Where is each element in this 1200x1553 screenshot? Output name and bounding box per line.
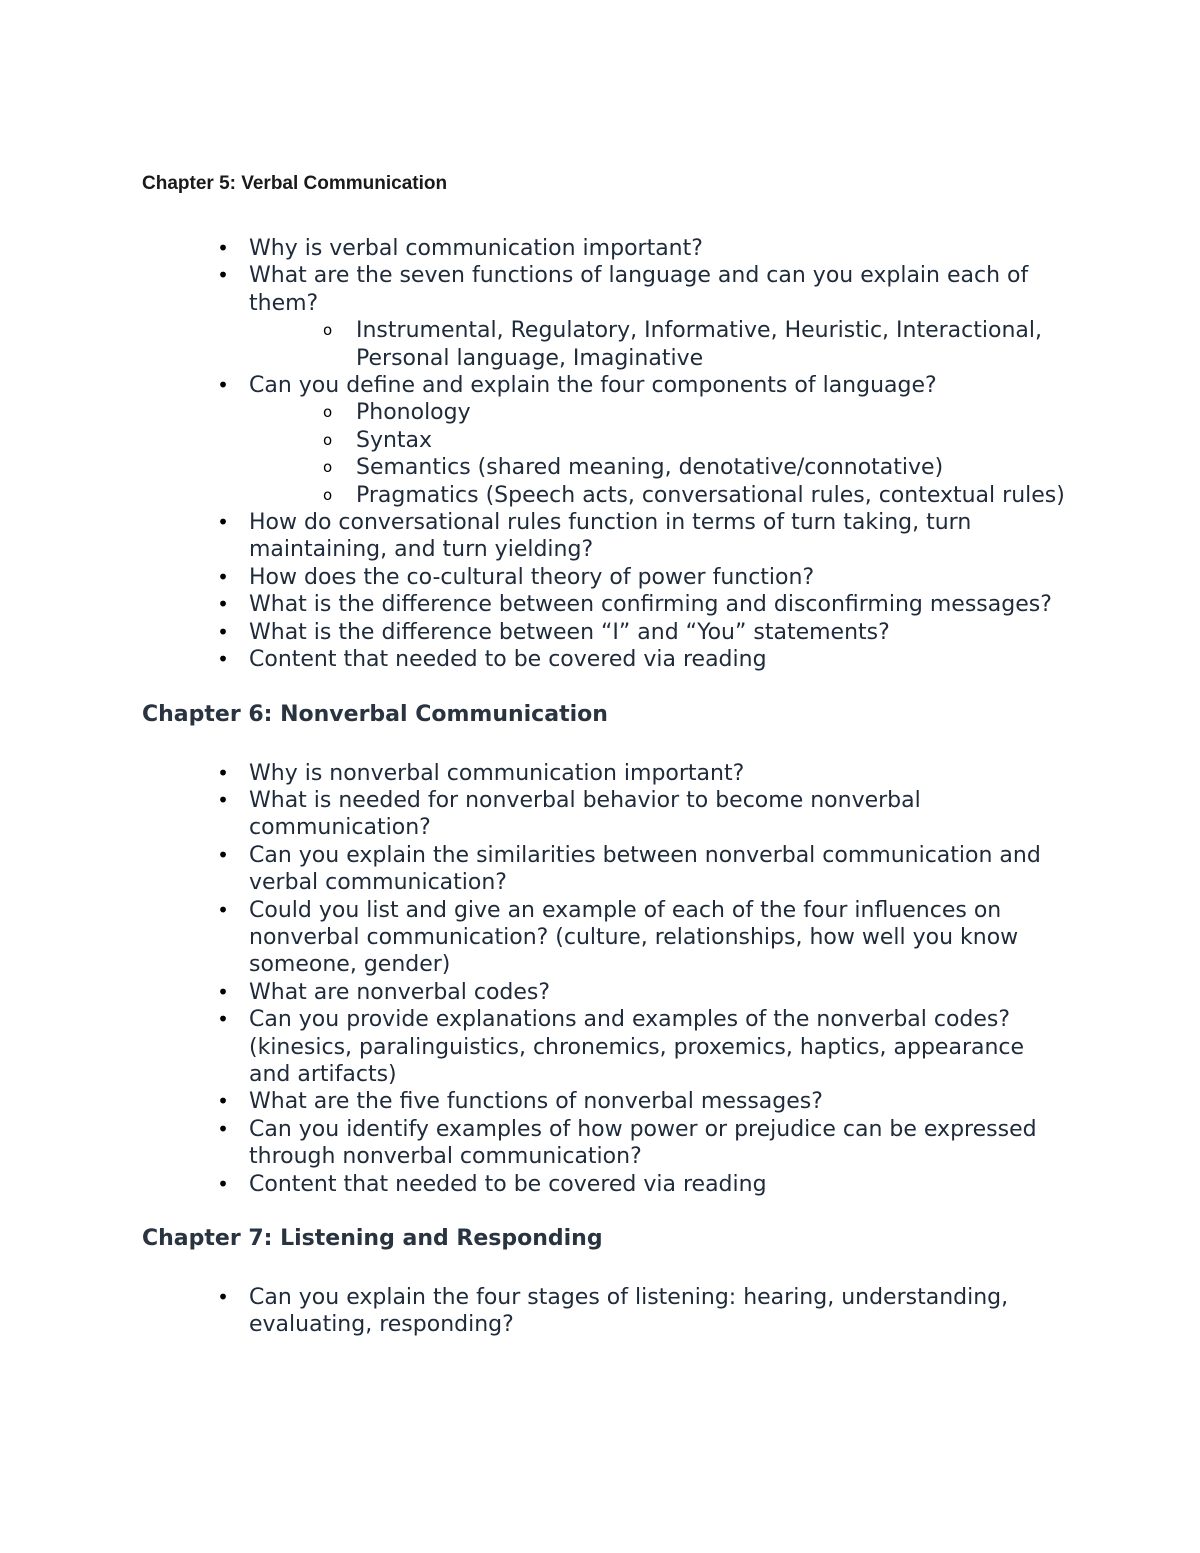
sub-list-item: o Semantics (shared meaning, denotative/connotative)	[323, 455, 944, 481]
bullet-icon: •	[217, 897, 229, 922]
chapter-7-heading: Chapter 7: Listening and Responding	[142, 1226, 603, 1251]
list-item: • Why is nonverbal communication important?	[217, 760, 745, 786]
bullet-icon: •	[217, 619, 229, 644]
list-item: • Can you define and explain the four components of language?	[217, 373, 937, 399]
bullet-icon: •	[217, 760, 229, 785]
sub-bullet-icon: o	[323, 403, 333, 422]
list-item: • How do conversational rules function in terms of turn taking, turn maintaining, and turn yielding?	[217, 510, 972, 563]
chapter-7-list	[142, 1284, 1072, 1339]
list-item: • Content that needed to be covered via reading	[217, 647, 767, 673]
sub-bullet-icon: o	[323, 485, 333, 504]
list-item: • Can you explain the four stages of listening: hearing, understanding, evaluating, responding?	[217, 1285, 1009, 1338]
bullet-icon: •	[217, 510, 229, 535]
bullet-icon: •	[217, 647, 229, 672]
list-item: • What is the difference between confirming and disconfirming messages?	[217, 592, 1052, 618]
sub-list-item: o Pragmatics (Speech acts, conversational rules, contextual rules)	[323, 482, 1065, 508]
bullet-icon: •	[217, 564, 229, 589]
document-content	[142, 171, 1072, 1339]
sub-bullet-icon: o	[323, 430, 333, 449]
sub-bullet-icon: o	[323, 458, 333, 477]
chapter-5-sublist-functions	[249, 317, 1072, 372]
bullet-icon: •	[217, 1171, 229, 1196]
bullet-icon: •	[217, 263, 229, 288]
chapter-6-list	[142, 760, 1072, 1199]
sub-bullet-icon: o	[323, 321, 333, 340]
list-item: • Can you provide explanations and examples of the nonverbal codes? (kinesics, paralinguistics, chronemics, proxemics, haptics, appearance and artifacts)	[217, 1007, 1025, 1087]
list-item: • Can you identify examples of how power or prejudice can be expressed through nonverbal communication?	[217, 1116, 1037, 1170]
bullet-icon: •	[217, 1089, 229, 1114]
bullet-icon: •	[217, 1007, 229, 1032]
list-item: • Can you explain the similarities between nonverbal communication and verbal communication?	[217, 842, 1041, 896]
bullet-icon: •	[217, 373, 229, 398]
list-item: • Why is verbal communication important?	[217, 236, 703, 261]
bullet-icon: •	[217, 592, 229, 617]
chapter-5-heading: Chapter 5: Verbal Communication	[142, 173, 448, 194]
sub-list-item: o Syntax	[323, 427, 433, 453]
bullet-icon: •	[217, 1285, 229, 1309]
sub-list-item: o Phonology	[323, 400, 471, 426]
chapter-5-list	[142, 235, 1072, 317]
chapter-5-sublist-components	[249, 399, 1072, 509]
bullet-icon: •	[217, 787, 229, 812]
bullet-icon: •	[217, 1116, 229, 1141]
sub-list-item: o Instrumental, Regulatory, Informative, Heuristic, Interactional, Personal language, Imaginative	[323, 318, 1042, 371]
list-item: • What is needed for nonverbal behavior to become nonverbal communication?	[217, 787, 921, 841]
chapter-5-list-end	[142, 509, 1072, 673]
list-item: • What is the difference between “I” and “You” statements?	[217, 619, 890, 645]
chapter-5-list-cont	[142, 372, 1072, 399]
list-item: • Content that needed to be covered via reading	[217, 1171, 767, 1197]
list-item: • What are nonverbal codes?	[217, 979, 551, 1005]
chapter-6-heading: Chapter 6: Nonverbal Communication	[142, 701, 608, 727]
bullet-icon: •	[217, 236, 229, 260]
list-item: • What are the seven functions of language and can you explain each of them?	[217, 263, 1029, 316]
bullet-icon: •	[217, 842, 229, 867]
bullet-icon: •	[217, 979, 229, 1004]
list-item: • How does the co-cultural theory of power function?	[217, 564, 815, 590]
list-item: • What are the five functions of nonverbal messages?	[217, 1089, 823, 1115]
list-item: • Could you list and give an example of each of the four influences on nonverbal communication? (culture, relationships, how well you know someone, gender)	[217, 897, 1019, 978]
